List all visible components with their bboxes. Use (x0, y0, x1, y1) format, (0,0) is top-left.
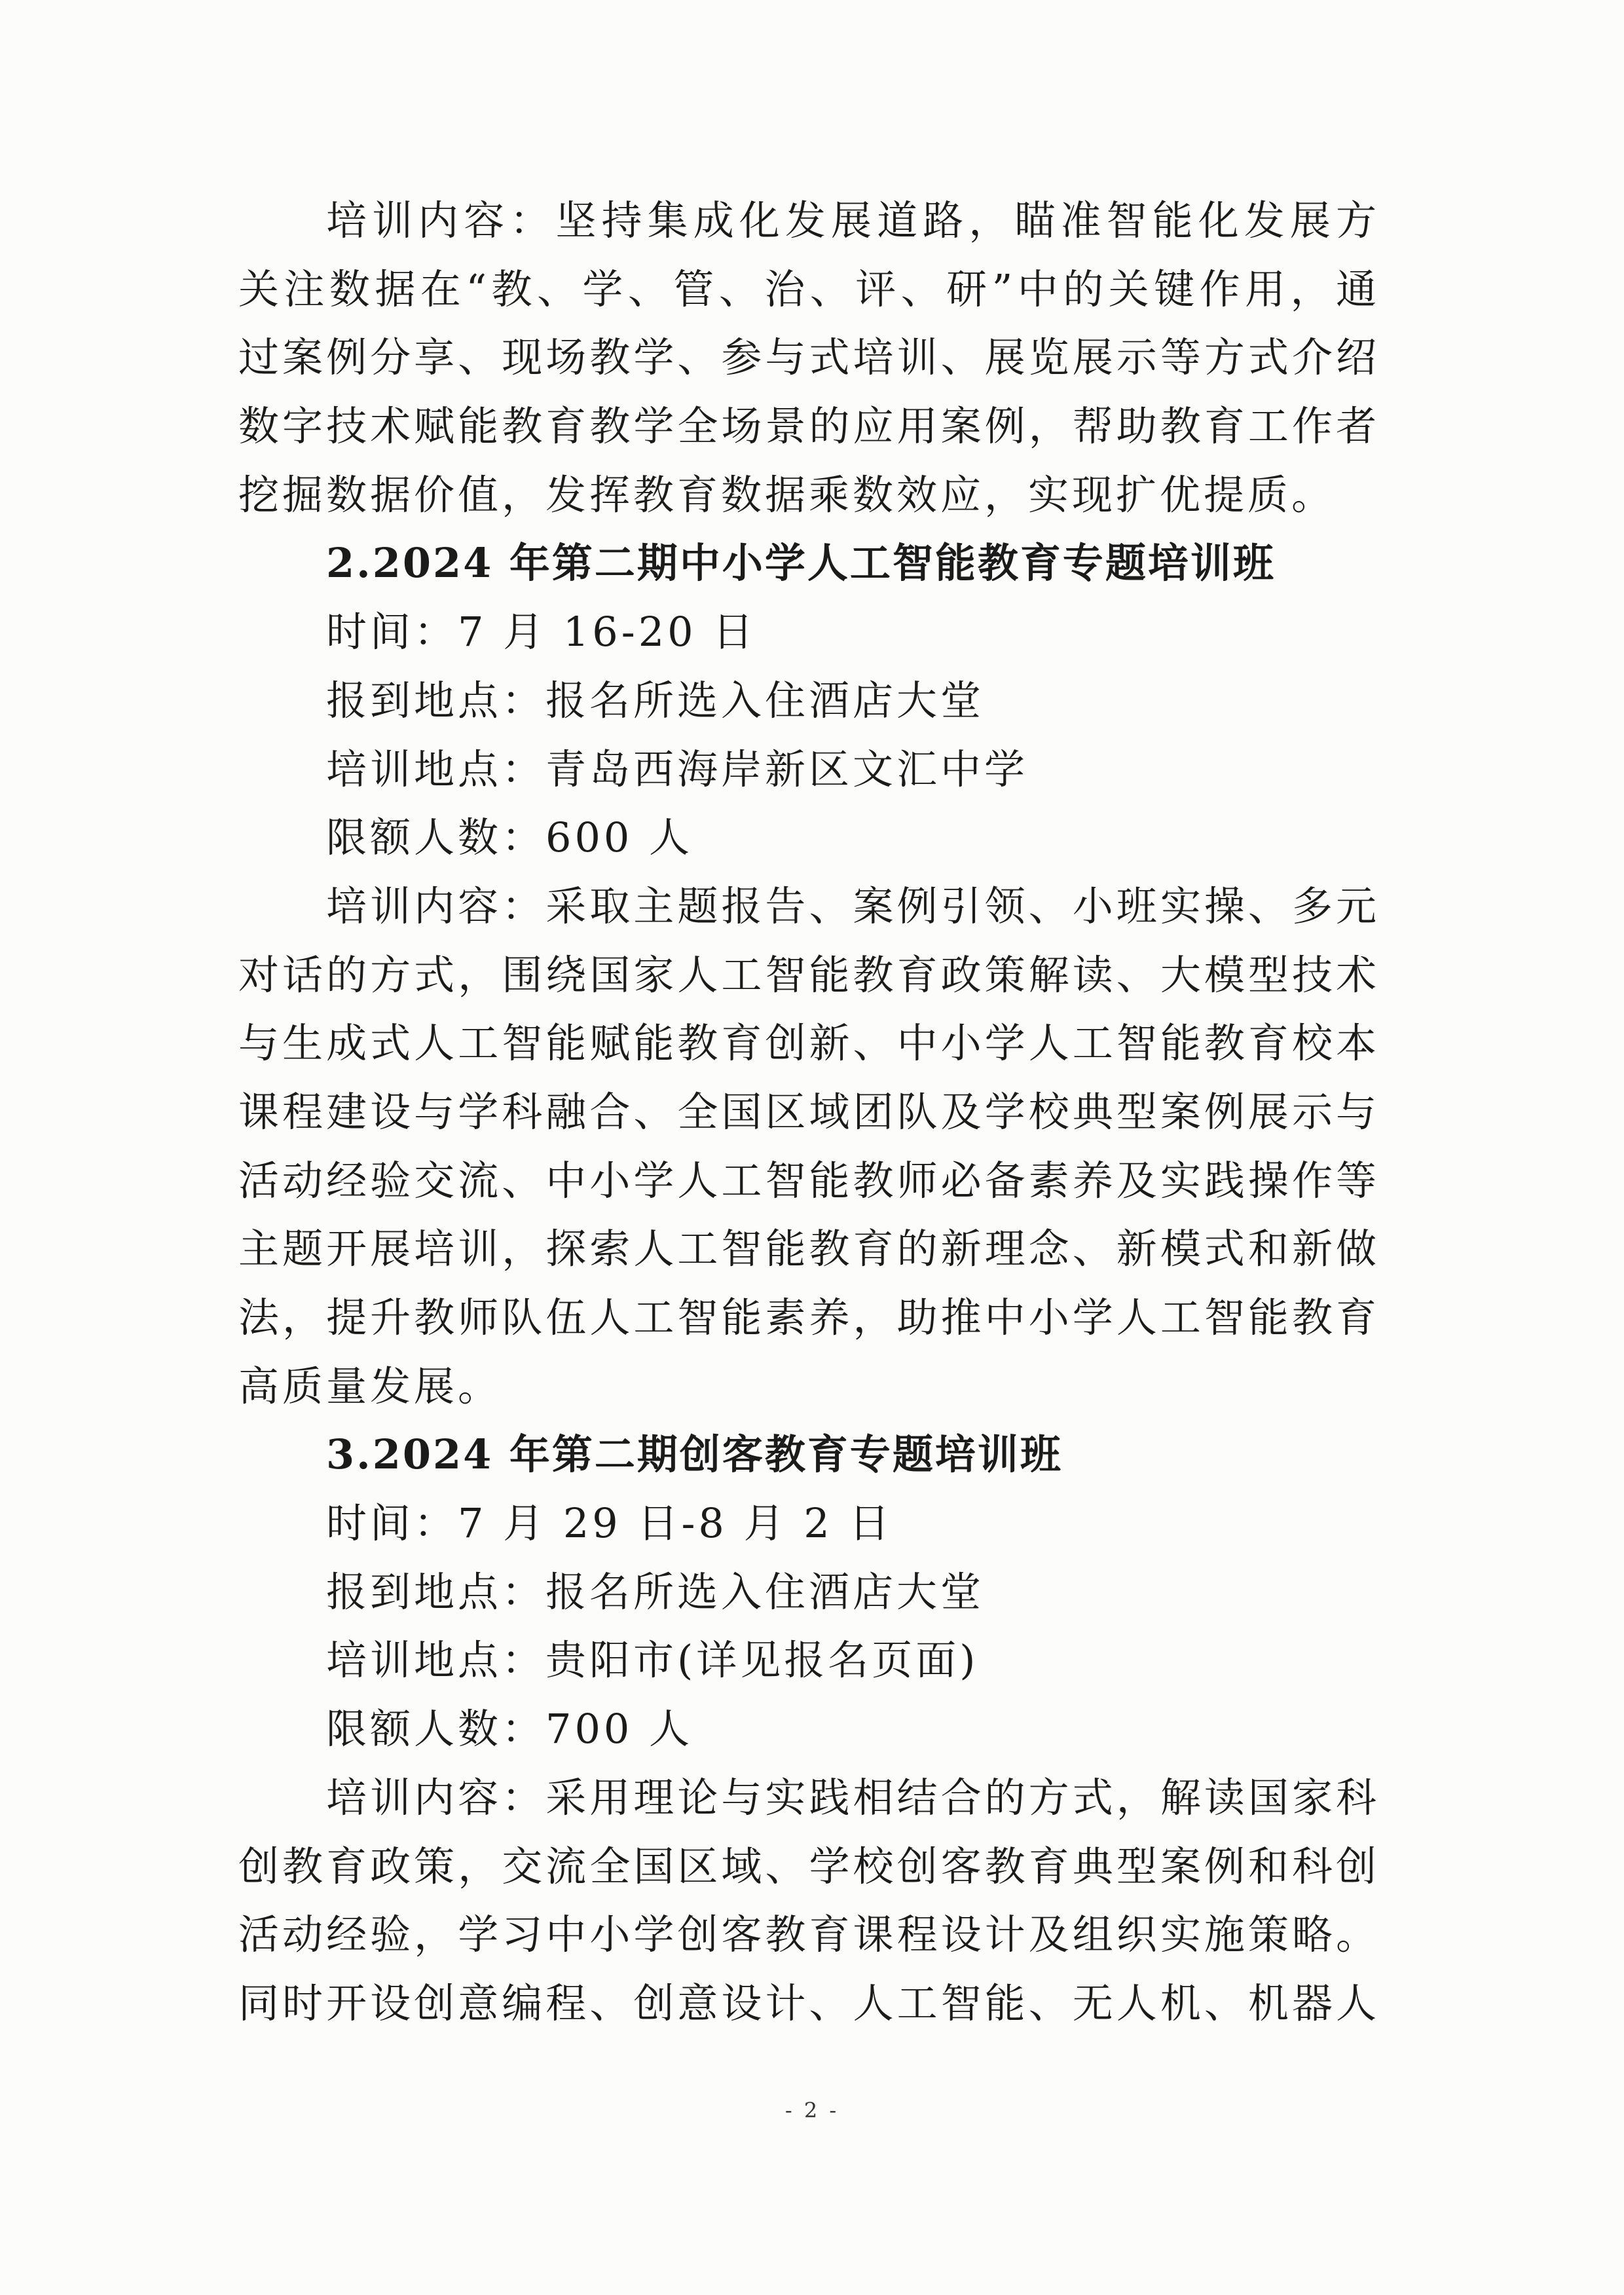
content-line: 活动经验，学习中小学创客教育课程设计及组织实施策略。 (238, 1911, 1380, 1959)
content-line: 培训内容：采用理论与实践相结合的方式，解读国家科 (326, 1773, 1380, 1821)
content-line: 主题开展培训，探索人工智能教育的新理念、新模式和新做 (238, 1225, 1380, 1273)
content-line: 挖掘数据价值，发挥教育数据乘数效应，实现扩优提质。 (238, 470, 1336, 519)
course-venue: 培训地点：贵阳市(详见报名页面) (326, 1636, 979, 1685)
course-quota: 限额人数：700 人 (326, 1705, 693, 1753)
course-time: 时间：7 月 16-20 日 (326, 608, 757, 656)
course-time: 时间：7 月 29 日-8 月 2 日 (326, 1499, 893, 1548)
content-line: 活动经验交流、中小学人工智能教师必备素养及实践操作等 (238, 1156, 1380, 1204)
course-check-in: 报到地点：报名所选入住酒店大堂 (326, 1567, 985, 1616)
content-line: 法，提升教师队伍人工智能素养，助推中小学人工智能教育 (238, 1294, 1380, 1341)
page-number: - 2 - (784, 2098, 840, 2123)
content-line: 培训内容：采取主题报告、案例引领、小班实操、多元 (326, 882, 1380, 930)
content-line: 创教育政策，交流全国区域、学校创客教育典型案例和科创 (238, 1842, 1380, 1890)
content-line: 与生成式人工智能赋能教育创新、中小学人工智能教育校本 (238, 1019, 1380, 1068)
content-line: 对话的方式，围绕国家人工智能教育政策解读、大模型技术 (238, 950, 1380, 999)
content-line: 关注数据在“教、学、管、治、评、研”中的关键作用，通 (238, 265, 1380, 313)
content-line: 培训内容：坚持集成化发展道路，瞄准智能化发展方 (326, 196, 1380, 244)
content-line: 过案例分享、现场教学、参与式培训、展览展示等方式介绍 (238, 333, 1380, 382)
content-line: 课程建设与学科融合、全国区域团队及学校典型案例展示与 (238, 1087, 1380, 1136)
content-line: 同时开设创意编程、创意设计、人工智能、无人机、机器人 (238, 1979, 1380, 2027)
course-check-in: 报到地点：报名所选入住酒店大堂 (326, 676, 985, 724)
course-venue: 培训地点：青岛西海岸新区文汇中学 (326, 745, 1029, 793)
content-line: 数字技术赋能教育教学全场景的应用案例，帮助教育工作者 (238, 402, 1380, 451)
content-line: 高质量发展。 (238, 1362, 502, 1410)
document-body (238, 187, 1380, 2038)
course-quota: 限额人数：600 人 (326, 813, 693, 862)
course-heading: 3.2024 年第二期创客教育专题培训班 (326, 1430, 1063, 1479)
course-heading: 2.2024 年第二期中小学人工智能教育专题培训班 (326, 539, 1276, 588)
